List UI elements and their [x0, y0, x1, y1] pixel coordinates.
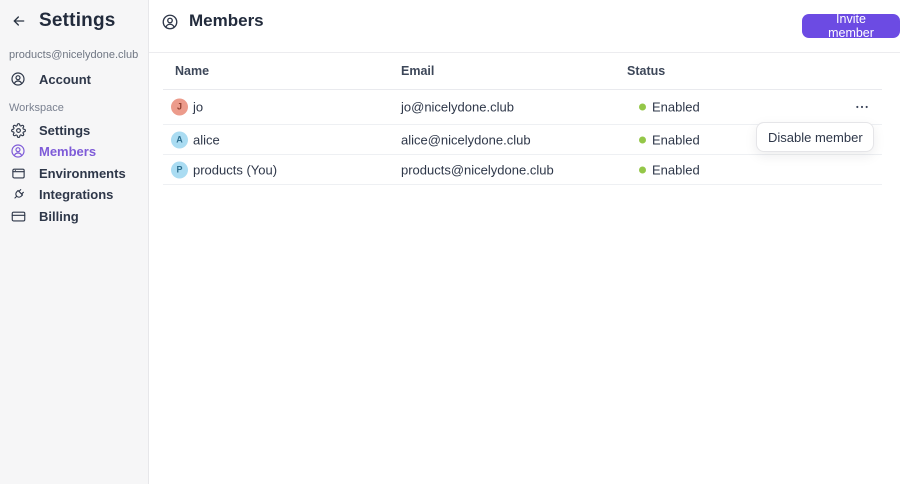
table-row[interactable]	[163, 89, 882, 125]
plug-icon	[10, 186, 26, 202]
column-header-status: Status	[627, 64, 666, 78]
sidebar-item-label: Billing	[39, 208, 79, 224]
table-row[interactable]	[163, 155, 882, 185]
members-page-icon	[161, 13, 179, 31]
member-email: jo@nicelydone.club	[401, 99, 514, 114]
sidebar-item-environments[interactable]	[0, 162, 149, 184]
member-email: products@nicelydone.club	[401, 162, 554, 177]
avatar: J	[171, 98, 188, 115]
header-divider	[149, 52, 900, 53]
workspace-section-label: Workspace	[9, 102, 64, 114]
status-enabled-dot	[639, 136, 646, 143]
sidebar-header	[10, 10, 116, 32]
sidebar-item-billing[interactable]	[0, 205, 149, 227]
sidebar-item-account[interactable]	[0, 68, 149, 90]
sidebar-title: Settings	[39, 10, 116, 31]
sidebar-item-members[interactable]	[0, 140, 149, 162]
member-name: alice	[193, 132, 220, 147]
avatar: A	[171, 131, 188, 148]
member-email: alice@nicelydone.club	[401, 132, 531, 147]
sidebar-item-label: Settings	[39, 122, 91, 138]
credit-card-icon	[10, 208, 26, 224]
invite-member-button[interactable]: Invite member	[802, 14, 900, 38]
column-header-name: Name	[175, 64, 210, 78]
status-badge	[639, 132, 700, 147]
sidebar-item-integrations[interactable]	[0, 183, 149, 205]
status-enabled-dot	[639, 103, 646, 110]
row-actions-menu	[756, 122, 874, 152]
sidebar-item-settings[interactable]	[0, 119, 149, 141]
member-name: products (You)	[193, 162, 278, 177]
window-icon	[10, 165, 26, 181]
member-name: jo	[193, 99, 204, 114]
sidebar-item-label: Members	[39, 143, 97, 159]
user-circle-icon	[10, 71, 26, 87]
disable-member-menu-item[interactable]: Disable member	[768, 129, 863, 145]
status-label: Enabled	[652, 99, 700, 114]
column-header-email: Email	[401, 64, 435, 78]
sidebar-item-label: Integrations	[39, 186, 114, 202]
sidebar-item-label: Environments	[39, 165, 126, 181]
gear-icon	[10, 122, 26, 138]
status-badge	[639, 162, 700, 177]
sidebar	[0, 0, 149, 484]
avatar: P	[171, 161, 188, 178]
sidebar-item-label: Account	[39, 71, 91, 87]
status-label: Enabled	[652, 132, 700, 147]
account-email: products@nicelydone.club	[9, 49, 139, 61]
back-icon[interactable]	[10, 12, 28, 30]
status-enabled-dot	[639, 166, 646, 173]
status-badge	[639, 99, 700, 114]
more-options-icon[interactable]	[851, 99, 873, 115]
members-icon	[10, 143, 26, 159]
status-label: Enabled	[652, 162, 700, 177]
page-title: Members	[189, 11, 264, 30]
